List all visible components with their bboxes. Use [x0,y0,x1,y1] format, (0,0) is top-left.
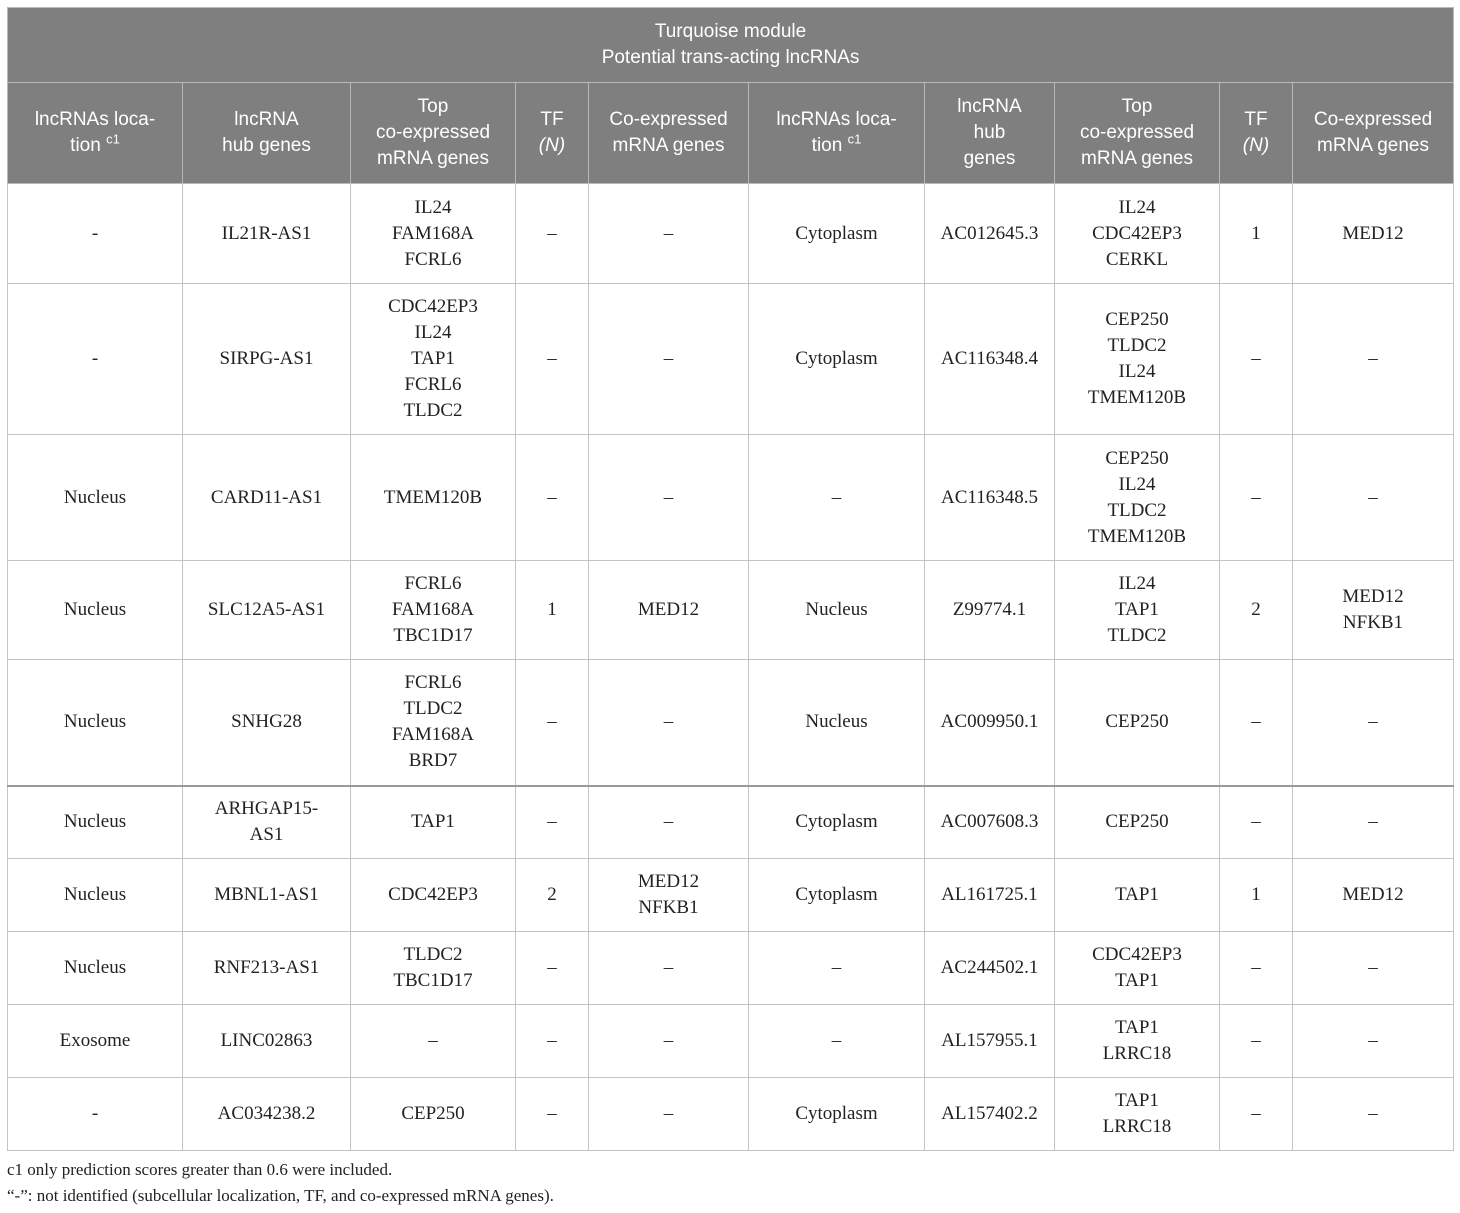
cell-line: – [547,222,557,244]
cell-line: – [1251,957,1261,978]
cell-line: AL161725.1 [941,884,1038,905]
column-header-line: hub genes [222,135,311,156]
cell-line: – [1251,348,1261,369]
table-cell [351,435,516,561]
table-cell [1055,1078,1220,1151]
cell-line: AL157402.2 [941,1103,1038,1124]
table-title [8,8,1454,83]
cell-line: TLDC2 [1107,499,1167,521]
cell-line: 1 [547,599,557,620]
cell-line: – [663,1103,674,1124]
table-cell [8,859,183,932]
table-cell [8,932,183,1005]
cell-line: FAM168A [392,724,474,746]
table-cell [516,786,589,859]
cell-line: MED12 [1342,222,1404,244]
table-cell [925,932,1055,1005]
column-header [183,83,351,184]
cell-line: Exosome [59,1030,131,1051]
column-header [8,83,183,184]
footnote-marker: c1 [106,131,120,147]
cell-line: - [91,1103,99,1124]
cell-line: 2 [547,884,557,905]
cell-line: – [663,711,674,733]
cell-line: TAP1 [1115,599,1159,620]
table-cell [516,1005,589,1078]
cell-line: MED12 [637,599,700,620]
column-header-line: Co-expressed [609,109,728,130]
table-cell [749,1078,925,1151]
table-container [7,7,1453,1151]
cell-line: SIRPG-AS1 [219,348,314,369]
table-cell [183,184,351,284]
cell-line: – [1368,1103,1378,1124]
cell-line: NFKB1 [638,897,699,918]
column-header [351,83,516,184]
cell-line: Cytoplasm [795,222,878,244]
cell-line: IL21R-AS1 [221,222,312,244]
cell-line: TLDC2 [403,944,463,965]
column-header [925,83,1055,184]
table-cell [8,660,183,786]
cell-line: CARD11-AS1 [210,486,323,508]
cell-line: IL24 [1118,573,1156,594]
cell-line: TAP1 [1115,884,1159,905]
table-cell [8,1078,183,1151]
cell-line: – [663,1030,674,1051]
table-cell [516,435,589,561]
table-cell [1055,561,1220,660]
cell-line: FCRL6 [404,573,462,594]
cell-line: MED12 [1342,586,1404,607]
table-cell [183,859,351,932]
cell-line: – [547,1103,557,1124]
table-cell [1055,932,1220,1005]
cell-line: - [91,222,99,244]
cell-line: CDC42EP3 [388,296,478,317]
table-cell [589,1005,749,1078]
table-cell [351,859,516,932]
table-row [8,561,1454,660]
column-header-line: Top [1121,96,1153,117]
cell-line: AC009950.1 [940,711,1039,733]
table-cell [1293,435,1454,561]
column-header [1293,83,1454,184]
table-cell [1220,184,1293,284]
cell-line: FCRL6 [404,248,462,270]
cell-line: ARHGAP15- [214,798,319,820]
table-cell [351,932,516,1005]
table-cell [749,184,925,284]
table-cell [1293,932,1454,1005]
table-cell [183,1005,351,1078]
column-header-line: lncRNAs loca- [776,109,897,130]
table-cell [749,561,925,660]
cell-line: Nucleus [805,711,868,733]
cell-line: TLDC2 [403,698,463,720]
cell-line: – [663,811,674,833]
table-cell [925,561,1055,660]
cell-line: CERKL [1105,248,1169,270]
cell-line: NFKB1 [1342,612,1404,633]
column-header-line: Top [417,96,449,117]
column-header [749,83,925,184]
table-cell [8,561,183,660]
cell-line: Nucleus [63,811,127,833]
table-cell [1220,284,1293,435]
column-header-line: co-expressed [375,122,491,143]
column-header-line: mRNA genes [612,135,725,156]
title-line-1: Turquoise module [654,21,807,42]
table-cell [589,786,749,859]
cell-line: – [831,957,842,978]
cell-line: – [663,348,674,369]
cell-line: AS1 [249,824,284,846]
cell-line: CEP250 [1105,309,1169,330]
column-header-line: lncRNAs loca- [34,109,156,130]
table-cell [589,932,749,1005]
table-cell [749,786,925,859]
column-header-unit: (N) [1242,135,1270,156]
table-row [8,184,1454,284]
cell-line: – [1368,486,1378,508]
cell-line: AC007608.3 [940,811,1039,833]
table-row [8,932,1454,1005]
table-cell [1220,932,1293,1005]
cell-line: – [831,486,842,508]
table-cell [351,184,516,284]
table-cell [516,184,589,284]
table-cell [183,1078,351,1151]
table-cell [183,786,351,859]
cell-line: – [1368,811,1378,833]
cell-line: – [1368,348,1378,369]
cell-line: FAM168A [392,222,474,244]
cell-line: SNHG28 [231,711,302,733]
table-cell [1220,1005,1293,1078]
table-cell [749,660,925,786]
table-cell [589,1078,749,1151]
table-cell [516,284,589,435]
column-header-line: co-expressed [1079,122,1195,143]
column-header-line: mRNA genes [377,148,489,169]
cell-line: AC034238.2 [217,1103,316,1124]
cell-line: FCRL6 [404,672,462,694]
cell-line: MED12 [637,871,700,892]
cell-line: Nucleus [63,599,127,620]
table-row [8,660,1454,786]
table-cell [925,435,1055,561]
cell-line: TBC1D17 [393,970,473,991]
table-row [8,435,1454,561]
cell-line: IL24 [1118,473,1156,495]
cell-line: CEP250 [401,1103,465,1124]
cell-line: – [831,1030,842,1051]
table-cell [351,284,516,435]
cell-line: – [547,711,557,733]
table-row [8,1078,1454,1151]
cell-line: TLDC2 [403,400,463,421]
lncrna-table [7,7,1454,1151]
table-cell [1293,660,1454,786]
table-cell [1055,184,1220,284]
table-cell [1293,284,1454,435]
cell-line: BRD7 [408,750,458,772]
cell-line: TAP1 [1115,1090,1159,1111]
cell-line: IL24 [414,196,452,218]
cell-line: 1 [1251,222,1261,244]
table-cell [516,1078,589,1151]
column-header-line: genes [963,148,1016,169]
column-header-line: tion $^{c1}$ [811,131,862,156]
column-header [1220,83,1293,184]
table-cell [516,859,589,932]
table-cell [749,859,925,932]
cell-line: AL157955.1 [941,1030,1038,1051]
cell-line: CDC42EP3 [1092,222,1182,244]
cell-line: – [428,1030,438,1051]
footnote-1: c1 only prediction scores greater than 0.6 were included. [7,1160,393,1179]
table-cell [351,786,516,859]
table-cell [1293,184,1454,284]
footnote-marker: c1 [847,131,862,147]
cell-line: TMEM120B [1087,387,1187,408]
table-cell [1220,786,1293,859]
column-header-line: lncRNA [234,109,299,130]
cell-line: AC116348.5 [941,486,1038,508]
cell-line: Cytoplasm [795,811,878,833]
column-header-line: lncRNA [957,96,1022,117]
cell-line: Nucleus [805,599,868,620]
cell-line: TAP1 [411,348,455,369]
cell-line: - [91,348,99,369]
cell-line: Z99774.1 [952,599,1027,620]
cell-line: Nucleus [63,884,127,905]
table-cell [589,184,749,284]
cell-line: TAP1 [411,811,455,833]
cell-line: CDC42EP3 [1092,944,1182,965]
table-cell [749,932,925,1005]
cell-line: AC116348.4 [941,348,1038,369]
cell-line: – [547,486,557,508]
table-cell [183,932,351,1005]
table-cell [351,660,516,786]
cell-line: Nucleus [63,711,127,733]
column-header [1055,83,1220,184]
table-cell [925,660,1055,786]
cell-line: – [547,348,557,369]
cell-line: MED12 [1342,884,1404,905]
cell-line: CEP250 [1105,447,1169,469]
table-cell [1055,859,1220,932]
table-row [8,284,1454,435]
table-cell [1220,561,1293,660]
cell-line: LINC02863 [220,1030,313,1051]
cell-line: – [1251,811,1261,833]
cell-line: FAM168A [392,599,474,620]
cell-line: – [1251,1103,1261,1124]
table-cell [925,786,1055,859]
table-cell [749,1005,925,1078]
table-cell [516,932,589,1005]
cell-line: Nucleus [63,486,127,508]
cell-line: – [1368,1030,1378,1051]
table-cell [925,1078,1055,1151]
column-header-unit: (N) [538,135,566,156]
table-cell [925,859,1055,932]
cell-line: TAP1 [1115,1017,1159,1038]
table-cell [1055,284,1220,435]
cell-line: – [663,486,674,508]
cell-line: TAP1 [1115,970,1159,991]
cell-line: LRRC18 [1102,1116,1172,1137]
cell-line: TLDC2 [1107,335,1167,356]
cell-line: – [1251,711,1261,733]
table-cell [1220,435,1293,561]
table-cell [1293,1078,1454,1151]
cell-line: IL24 [1118,196,1156,218]
column-header-line: tion $^{c1}$ [70,131,120,156]
cell-line: – [663,957,674,978]
column-header-line: mRNA genes [1081,148,1193,169]
table-cell [351,561,516,660]
cell-line: – [547,1030,557,1051]
table-cell [1055,786,1220,859]
column-header [589,83,749,184]
table-cell [749,284,925,435]
cell-line: Cytoplasm [795,884,878,905]
table-cell [589,859,749,932]
table-cell [351,1078,516,1151]
column-header [516,83,589,184]
title-line-2: Potential trans-acting lncRNAs [601,47,860,68]
table-cell [1293,786,1454,859]
cell-line: LRRC18 [1102,1043,1172,1064]
table-cell [8,1005,183,1078]
column-header-line: mRNA genes [1317,135,1429,156]
table-row [8,1005,1454,1078]
cell-line: CEP250 [1105,711,1169,733]
table-cell [1220,660,1293,786]
cell-line: TMEM120B [1087,525,1187,547]
table-cell [8,786,183,859]
table-cell [1293,561,1454,660]
cell-line: TLDC2 [1107,625,1167,646]
table-cell [589,435,749,561]
cell-line: AC012645.3 [940,222,1039,244]
table-row [8,859,1454,932]
cell-line: MBNL1-AS1 [214,884,319,905]
table-cell [516,561,589,660]
cell-line: AC244502.1 [940,957,1039,978]
table-cell [589,660,749,786]
cell-line: RNF213-AS1 [213,957,320,978]
table-body [8,184,1454,1151]
table-cell [925,1005,1055,1078]
cell-line: – [663,222,674,244]
table-cell [8,435,183,561]
cell-line: – [1251,486,1261,508]
table-cell [183,284,351,435]
table-cell [516,660,589,786]
cell-line: TBC1D17 [393,625,473,646]
table-cell [1293,1005,1454,1078]
cell-line: – [1368,711,1378,733]
cell-line: SLC12A5-AS1 [207,599,326,620]
cell-line: – [1251,1030,1261,1051]
table-cell [749,435,925,561]
table-cell [1220,1078,1293,1151]
cell-line: – [1368,957,1378,978]
table-cell [183,660,351,786]
table-cell [925,284,1055,435]
table-cell [1055,435,1220,561]
table-row [8,786,1454,859]
table-cell [351,1005,516,1078]
cell-line: FCRL6 [404,374,462,395]
cell-line: CEP250 [1105,811,1169,833]
table-cell [1055,660,1220,786]
column-header-line: Co-expressed [1313,109,1433,130]
table-cell [589,561,749,660]
column-header-row [8,83,1454,184]
cell-line: CDC42EP3 [388,884,478,905]
cell-line: – [547,811,557,833]
cell-line: – [547,957,557,978]
table-cell [1293,859,1454,932]
cell-line: IL24 [1118,361,1156,382]
table-cell [925,184,1055,284]
column-header-line: hub [973,122,1006,143]
cell-line: Cytoplasm [795,1103,878,1124]
table-cell [183,435,351,561]
table-cell [8,284,183,435]
cell-line: TMEM120B [383,486,483,508]
table-cell [183,561,351,660]
cell-line: Nucleus [63,957,127,978]
footnotes [7,1157,554,1209]
column-header-line: TF [1244,109,1268,130]
table-cell [8,184,183,284]
cell-line: IL24 [414,322,452,343]
cell-line: Cytoplasm [795,348,878,369]
table-cell [589,284,749,435]
column-header-line: TF [540,109,564,130]
table-cell [1220,859,1293,932]
cell-line: 2 [1251,599,1261,620]
cell-line: 1 [1251,884,1261,905]
footnote-2: “-”: not identified (subcellular localization, TF, and co-expressed mRNA genes). [7,1186,554,1205]
table-cell [1055,1005,1220,1078]
